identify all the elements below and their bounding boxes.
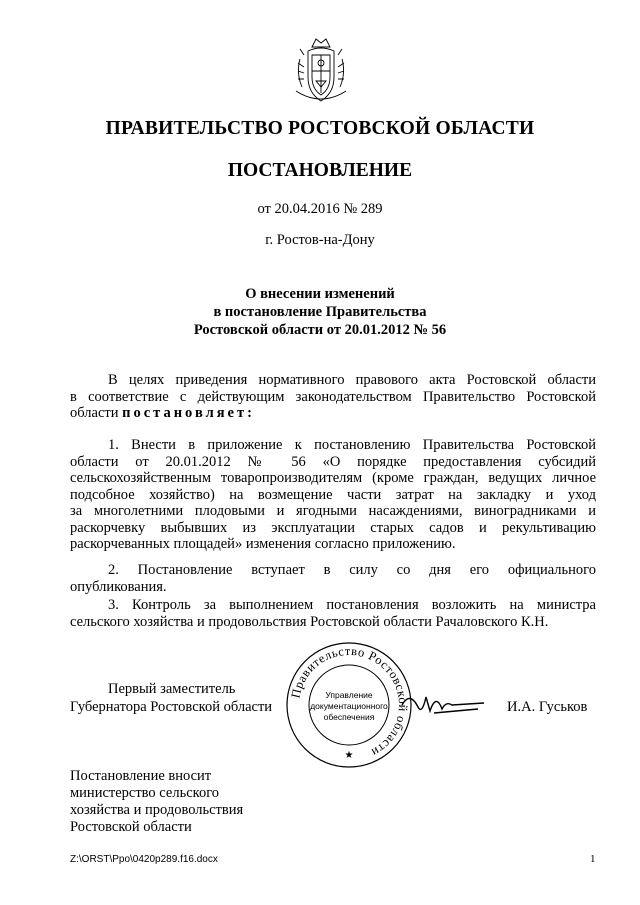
item-line: 2. Постановление вступает в силу со дня его официального [108, 562, 596, 578]
item-line: области от 20.01.2012 № 56 «О порядке предоставления субсидий [70, 453, 596, 470]
item-line: за многолетними плодовыми и ягодными насаждениями, виноградниками и [70, 503, 596, 519]
stamp-inner-text: документационного [310, 701, 388, 711]
stamp-star-icon: ★ [344, 750, 354, 761]
stamp-ring-text: Правительство Ростовской области [288, 643, 411, 760]
item-3-paragraph [70, 597, 596, 630]
preamble-line: В целях приведения нормативного правового акта Ростовской области [108, 372, 596, 388]
preamble-line: в соответствие с действующим законодательством Правительство Ростовской [70, 388, 596, 405]
item-line: раскорчевку выбывших из эксплуатации старых садов и рекультивацию [70, 519, 596, 536]
subject-line: в постановление Правительства [213, 304, 427, 320]
item-1-paragraph [70, 437, 596, 553]
file-path: Z:\ORST\Ppo\0420p289.f16.docx [70, 854, 218, 865]
item-line: подсобное хозяйство) на возмещение части затрат на закладку и уход [70, 486, 596, 503]
subject-line: О внесении изменений [245, 286, 395, 302]
item-line: 1. Внести в приложение к постановлению Правительства Ростовской [108, 437, 596, 453]
handwritten-signature [398, 683, 488, 723]
city: г. Ростов-на-Дону [265, 232, 375, 248]
submitter-line: хозяйства и продовольствия [70, 802, 244, 818]
item-line: сельского хозяйства и продовольствия Ростовской области Рачаловского К.Н. [70, 613, 549, 630]
preamble-text: области [70, 405, 119, 421]
subject-line: Ростовской области от 20.01.2012 № 56 [193, 322, 447, 338]
submitter-line: Ростовской области [70, 819, 192, 835]
government-title: ПРАВИТЕЛЬСТВО РОСТОВСКОЙ ОБЛАСТИ [105, 118, 535, 139]
item-line: раскорчеванных площадей» изменения согласно приложению. [70, 536, 456, 552]
item-2-paragraph [70, 562, 596, 595]
signatory-name: И.А. Гуськов [507, 699, 588, 715]
signatory-title-line: Первый заместитель [108, 681, 236, 697]
preamble-line [70, 405, 596, 422]
page-number: 1 [590, 853, 596, 865]
signatory-title-line: Губернатора Ростовской области [70, 699, 273, 715]
item-line: опубликования. [70, 578, 167, 595]
preamble-paragraph [70, 372, 596, 422]
stamp-inner-text: Управление [325, 690, 373, 700]
date-number: от 20.04.2016 № 289 [257, 201, 383, 217]
submitter-line: Постановление вносит [70, 768, 212, 784]
coat-of-arms-emblem [290, 33, 352, 109]
item-line: сельскохозяйственным товаропроизводителям (кроме граждан, ведущих личное [70, 470, 596, 486]
official-stamp [284, 640, 414, 770]
stamp-inner-text: обеспечения [323, 712, 375, 722]
subject-block [0, 285, 640, 339]
item-line: 3. Контроль за выполнением постановления возложить на министра [108, 597, 596, 613]
submitter-line: министерство сельского [70, 785, 220, 801]
document-type: ПОСТАНОВЛЕНИЕ [227, 160, 413, 181]
resolves-word: постановляет: [122, 405, 255, 421]
submitter-block [70, 768, 243, 836]
